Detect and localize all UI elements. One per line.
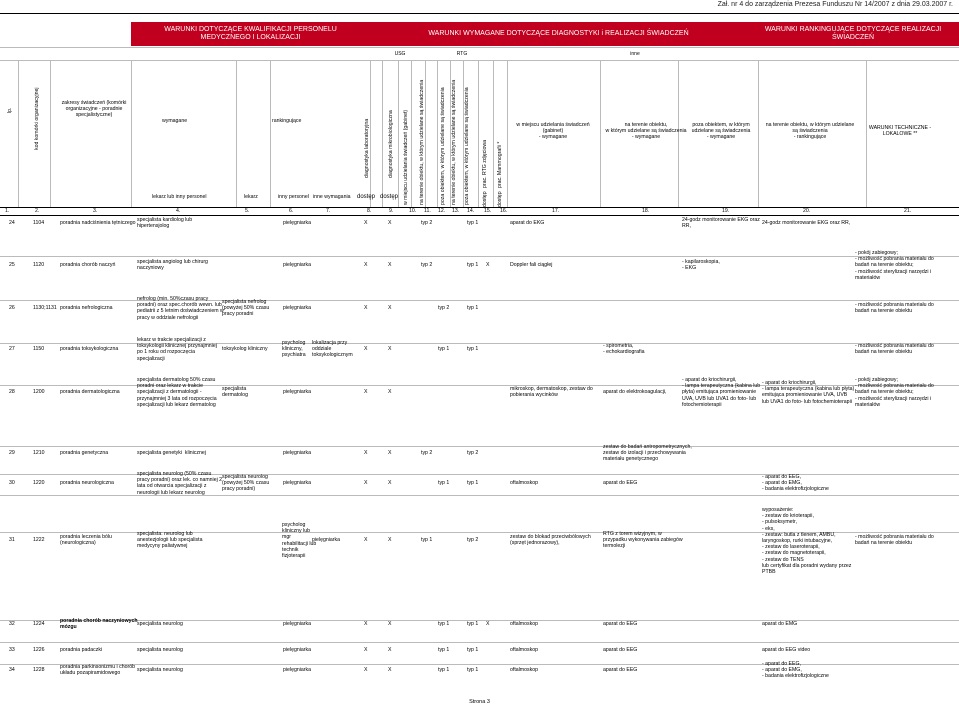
cell-zakres: poradnia nadciśnienia tętniczego (60, 220, 136, 226)
cell-usg3: typ 1 (467, 220, 479, 226)
cell-tech: - pokój zabiegowy; - możliwość pobrania materiału do badań na terenie obiektu; - możliwość sterylizacji narzędzi i materiałów (855, 250, 934, 281)
col-title-rtg1: na terenie obiektu, w którym udzielane są świadczenia (451, 79, 457, 205)
cell-usg3: typ 1 (467, 346, 479, 352)
cell-kod: 1120 (33, 262, 45, 268)
cell-lekarz: specjalista neurolog (137, 667, 183, 673)
column-number: 12. (438, 208, 446, 214)
cell-lp: 32 (9, 621, 15, 627)
cell-piel: pielęgniarka (283, 262, 311, 268)
cell-g: zestaw do blokad przeciwbólowych (sprzęt jednorazowy), (510, 534, 591, 547)
cell-tech: - możliwość pobrania materiału do badań na terenie obiektu (855, 534, 934, 547)
cell-lp: 30 (9, 480, 15, 486)
cell-lekarz: specjalista dermatolog 50% czasu poradni oraz lekarz w trakcie specjalizacji z dermatologii - przynajmniej 3 lata od rozpoczęcia specjalizacji lub lekarz dermatolog (137, 377, 217, 408)
cell-usg3: typ 1 (467, 621, 479, 627)
cell-g: oftalmoskop (510, 480, 538, 486)
cell-p: - kapilaroskopia, - EKG (682, 259, 720, 272)
col-title-inne-wymagania: inne wymagania (313, 194, 351, 200)
cell-usg3: typ 1 (467, 667, 479, 673)
cell-tech: - możliwość pobrania materiału do badań na terenie obiektu (855, 343, 934, 356)
column-number: 3. (93, 208, 98, 214)
cell-mikro: X (388, 346, 392, 352)
grid-line (18, 60, 19, 207)
cell-usg1: typ 2 (421, 262, 433, 268)
subheader-inne: inne (630, 51, 640, 57)
column-number: 18. (642, 208, 650, 214)
col-title-wymagane: wymagane (162, 118, 188, 124)
grid-line (270, 60, 271, 207)
cell-g: aparat do EKG (510, 220, 545, 226)
cell-usg2: typ 1 (438, 647, 450, 653)
cell-r: - aparat do kriochirurgii, - lampa terapeutyczna (kabina lub płyta) emitująca promieniowanie UVA, UVB lub UVA1 do foto- lub fotochemioterapii (762, 380, 855, 405)
cell-r: - aparat do EEG, - aparat do EMG, - badania elektrofizjologiczne (762, 474, 829, 493)
column-number: 11. (424, 208, 431, 214)
cell-kod: 1222 (33, 537, 45, 543)
column-number: 1. (5, 208, 10, 214)
row-separator (0, 446, 959, 447)
document-reference-note: Zał. nr 4 do zarządzenia Prezesa Funduszu Nr 14/2007 z dnia 29.03.2007 r. (717, 1, 953, 8)
cell-lekarz: specjalista: neurolog lub anestezjologii lub specjalista medycyny paliatywnej (137, 531, 203, 550)
column-number: 8. (367, 208, 372, 214)
cell-r: wyposażenie: - zestaw do krioterapii, - pulsoksymetr, - eks, - zestaw: butla z tlenem, AMBU, laryngoskop, rurki intubacyjne, - zestaw do laseroterapii, - zestaw do magnetoterapii, - zestaw do TENS lub certyfikat dla poradni wydany przez PTBB (762, 507, 852, 576)
cell-lab: X (364, 262, 368, 268)
cell-g: oftalmoskop (510, 647, 538, 653)
grid-line (236, 60, 237, 207)
cell-piel: pielęgniarka (283, 667, 311, 673)
cell-g: mikroskop, dermatoskop, zestaw do pobierania wycinków (510, 386, 593, 399)
cell-n: aparat do EEG (603, 647, 638, 653)
cell-lekarz: specjalista genetyki klinicznej (137, 450, 206, 456)
cell-lekarz: nefrolog (min. 50%czasu pracy poradni) oraz spec.chorób wewn. lub pediatrii z 5 letnim doświadczeniem w pracy w oddziale nefrologii (137, 296, 224, 321)
header-diagnostics: WARUNKI WYMAGANE DOTYCZĄCE DIAGNOSTYKI i REALIZACJI ŚWIADCZEŃ (370, 22, 747, 46)
col-title-dostep-rtg4: dostęp (497, 191, 503, 207)
header-ranking: WARUNKI RANKINGUJĄCE DOTYCZĄCE REALIZACJI ŚWIADCZEŃ (747, 22, 959, 46)
cell-lab: X (364, 220, 368, 226)
col-title-kod: kod komórki organizacyjnej (34, 87, 40, 150)
cell-usg1: typ 1 (421, 537, 433, 543)
cell-kod: 1104 (33, 220, 45, 226)
grid-line (370, 60, 371, 207)
header-personnel: WARUNKI DOTYCZĄCE KWALIFIKACJI PERSONELU MEDYCZNEGO I LOKALIZACJI (131, 22, 370, 46)
column-number: 2. (35, 208, 40, 214)
cell-g: Doppler fali ciągłej (510, 262, 553, 268)
cell-lp: 26 (9, 305, 15, 311)
cell-lekarz: specjalista neurolog (50% czasu pracy poradni) oraz lek. co namniej 2 lata od otwarcia specjalizacji z neurologii lub lekarz neurolog (137, 471, 223, 496)
cell-lp: 25 (9, 262, 15, 268)
cell-usg1: typ 2 (421, 450, 433, 456)
cell-zakres: poradnia dermatologiczna (60, 389, 120, 395)
cell-lekarz: specjalista neurolog (137, 621, 183, 627)
cell-mikro: X (388, 220, 392, 226)
col-title-inne3: poza obiektem, w którym udzielane są świadczenia - wymagane (691, 122, 751, 141)
col-title-lp: lp. (7, 107, 13, 113)
cell-piel: pielęgniarka (283, 305, 311, 311)
cell-usg3: typ 1 (467, 480, 479, 486)
column-number: 10. (409, 208, 417, 214)
col-title-dostep-lab: dostęp (357, 194, 376, 200)
column-number: 16. (500, 208, 508, 214)
row-separator (0, 642, 959, 643)
column-number: 4. (176, 208, 181, 214)
cell-kod: 1200 (33, 389, 45, 395)
cell-zakres: poradnia genetyczna (60, 450, 109, 456)
cell-lab: X (364, 621, 368, 627)
column-number: 15. (484, 208, 492, 214)
cell-usg1: typ 2 (421, 220, 433, 226)
subheader-usg: USG (394, 51, 406, 57)
cell-lek-rank: toksykolog kliniczny (222, 346, 268, 352)
cell-zakres: poradnia chorób naczyniowych mózgu (60, 618, 138, 631)
cell-r: aparat do EMG (762, 621, 798, 627)
cell-r: aparat do EEG video (762, 647, 811, 653)
cell-lp: 33 (9, 647, 15, 653)
cell-usg2: typ 1 (438, 346, 450, 352)
cell-usg3: typ 2 (467, 450, 479, 456)
cell-usg2: typ 2 (438, 305, 450, 311)
cell-zakres: poradnia parkinsonizmu i chorób układu pozapiramidowego (60, 664, 135, 677)
cell-n: - spirometria, - echokardiografia (603, 343, 645, 356)
cell-lek-rank: specjalista neurolog (powyżej 50% czasu pracy poradni) (222, 474, 270, 493)
cell-lab: X (364, 346, 368, 352)
cell-n: aparat do EEG (603, 480, 638, 486)
cell-piel: pielęgniarka (283, 220, 311, 226)
cell-piel: pielęgniarka (283, 647, 311, 653)
page-number: Strona 3 (469, 699, 490, 705)
grid-line (0, 47, 959, 48)
cell-lek-rank: specjalista nefrolog (powyżej 50% czasu pracy poradni (222, 299, 270, 318)
column-number: 6. (289, 208, 294, 214)
cell-piel: pielęgniarka (283, 480, 311, 486)
grid-line (0, 60, 959, 61)
cell-piel: pielęgniarka (283, 621, 311, 627)
cell-lp: 27 (9, 346, 15, 352)
grid-line (478, 60, 479, 207)
cell-lp: 29 (9, 450, 15, 456)
column-number: 7. (326, 208, 331, 214)
col-title-lab: diagnostyka laboratoryjna (364, 118, 370, 178)
cell-inny-rank: psycholog kliniczny lub mgr rehabilitacji lub technik fizjoterapii (282, 522, 317, 560)
cell-usg3: typ 1 (467, 647, 479, 653)
grid-line (131, 60, 132, 207)
col-title-lekarz: lekarz (244, 194, 258, 200)
subheader-rtg: RTG (456, 51, 468, 57)
cell-mikro: X (388, 480, 392, 486)
cell-lekarz: specjalista angiolog lub chirurg naczyniowy (137, 259, 208, 272)
cell-lab: X (364, 537, 368, 543)
col-title-zakres: zakresy świadczeń (komórki organizacyjne - poradnie specjalistyczne) (61, 100, 127, 119)
col-title-lekarz-inny: lekarz lub inny personel (152, 194, 207, 200)
cell-zakres: poradnia leczenia bólu (neurologiczna) (60, 534, 112, 547)
cell-kod: 1130;1131 (33, 305, 57, 311)
grid-line (437, 60, 438, 207)
cell-usg2: typ 1 (438, 621, 450, 627)
cell-lp: 24 (9, 220, 15, 226)
grid-line (50, 60, 51, 207)
col-title-rtg4: prac. Mammografii * (497, 141, 503, 188)
column-number: 19. (722, 208, 730, 214)
column-number: 20. (803, 208, 811, 214)
cell-zakres: poradnia nefrologiczna (60, 305, 113, 311)
cell-lab: X (364, 667, 368, 673)
cell-lekarz: lekarz w trakcie specjalizacji z toksykologii klinicznej przynajmniej po 1 roku od rozpoczęcia specjalizacji (137, 337, 217, 362)
cell-kod: 1150 (33, 346, 45, 352)
cell-mikro: X (388, 305, 392, 311)
col-title-mikro: diagnostyka mikrobiologiczna (388, 110, 394, 178)
cell-n: aparat do elektrokoagulacji, (603, 389, 667, 395)
grid-line (382, 60, 383, 207)
cell-zakres: poradnia chorób naczyń (60, 262, 116, 268)
cell-mikro: X (388, 667, 392, 673)
grid-line (398, 60, 399, 207)
grid-line (425, 60, 426, 207)
col-title-rankingujace: rankingujące (272, 118, 302, 124)
cell-usg3: typ 1 (467, 262, 479, 268)
cell-p: - aparat do kriochirurgii, - lampa terapeutyczna (kabina lub płyta) emitująca promieniowanie UVA, UVB lub UVA1 do foto- lub fotochemioterapii (682, 377, 761, 408)
cell-mikro: X (388, 450, 392, 456)
grid-line (0, 215, 959, 216)
cell-usg2: typ 1 (438, 480, 450, 486)
cell-kod: 1228 (33, 667, 45, 673)
cell-n: zestaw do badań antropometrycznych, zestaw do izolacji i przechowywania materiału genetycznego (603, 444, 692, 463)
cell-lab: X (364, 647, 368, 653)
cell-mikro: X (388, 389, 392, 395)
cell-inny-rank: psycholog kliniczny, psychiatra (282, 340, 306, 359)
cell-tech: - pokój zabiegowy; - możliwość pobrania materiału do badań na terenie obiektu; - możliwość sterylizacji narzędzi i materiałów (855, 377, 934, 408)
cell-g: oftalmoskop (510, 667, 538, 673)
cell-lab: X (364, 480, 368, 486)
grid-line (0, 207, 959, 208)
col-title-inne2: na terenie obiektu, w którym udzielane są świadczenia - wymagane (605, 122, 687, 141)
cell-usg3: typ 1 (467, 305, 479, 311)
col-title-techniczne: WARUNKI TECHNICZNE - LOKALOWE ** (868, 125, 932, 138)
cell-piel: pielęgniarka (283, 389, 311, 395)
cell-lekarz: specjalista kardiolog lub hipertensjolog (137, 217, 193, 230)
cell-zakres: poradnia padaczki (60, 647, 103, 653)
cell-rtg: X (486, 262, 490, 268)
cell-lp: 28 (9, 389, 15, 395)
cell-mikro: X (388, 621, 392, 627)
cell-zakres: poradnia toksykologiczna (60, 346, 119, 352)
cell-zakres: poradnia neurologiczna (60, 480, 114, 486)
cell-kod: 1224 (33, 621, 45, 627)
grid-line (0, 13, 959, 14)
col-title-usg1: w miejscu udzielania świadczeń (gabinet) (403, 109, 409, 205)
cell-piel: pielęgniarka (283, 450, 311, 456)
cell-n: aparat do EEG (603, 621, 638, 627)
cell-lekarz: specjalista neurolog (137, 647, 183, 653)
col-title-usg2: na terenie obiektu, w którym udzielane są świadczenia (419, 79, 425, 205)
column-number: 5. (245, 208, 250, 214)
cell-kod: 1226 (33, 647, 45, 653)
cell-r: 24-godz monitorowanie EKG oraz RR, (762, 220, 851, 226)
col-title-rtg2: poza obiektem, w którym udzielane są świadczenia (464, 87, 470, 205)
cell-lab: X (364, 389, 368, 395)
cell-tech: - możliwość pobrania materiału do badań na terenie obiektu (855, 302, 934, 315)
cell-rtg: X (486, 621, 490, 627)
column-number: 9. (389, 208, 394, 214)
grid-line (493, 60, 494, 207)
cell-r: - aparat do EEG, - aparat do EMG, - badania elektrofizjologiczne (762, 661, 829, 680)
cell-kod: 1210 (33, 450, 45, 456)
col-title-usg3: poza obiektem, w którym udzielane są świadczenia (440, 87, 446, 205)
cell-n: RTG z torem wizyjnym, w przypadku wykonywania zabiegów termolezji (603, 531, 683, 550)
col-title-inne1: w miejscu udzielania świadczeń (gabinet) - wymagane (516, 122, 590, 141)
cell-kod: 1220 (33, 480, 45, 486)
cell-mikro: X (388, 647, 392, 653)
cell-piel: lokalizacja przy oddziale toksykologicznym (312, 340, 353, 359)
col-title-inne4: na terenie obiektu, w którym udzielane są świadczenia - rankingujące (765, 122, 855, 141)
grid-line (411, 60, 412, 207)
column-number: 17. (552, 208, 560, 214)
col-title-inny-personel: inny personel (278, 194, 309, 200)
cell-usg2: typ 1 (438, 667, 450, 673)
row-separator (0, 256, 959, 257)
cell-p: 24-godz monitorowanie EKG oraz RR, (682, 217, 760, 230)
column-number: 13. (452, 208, 460, 214)
cell-lp: 34 (9, 667, 15, 673)
cell-mikro: X (388, 537, 392, 543)
column-number: 14. (467, 208, 475, 214)
cell-mikro: X (388, 262, 392, 268)
cell-lp: 31 (9, 537, 15, 543)
column-number: 21. (904, 208, 912, 214)
col-title-rtg3: prac. RTG zdjęciowa (482, 139, 488, 188)
cell-lek-rank: specjalista dermatolog (222, 386, 248, 399)
cell-lab: X (364, 450, 368, 456)
cell-usg3: typ 2 (467, 537, 479, 543)
col-title-dostep-mikro: dostęp (380, 194, 399, 200)
col-title-dostep-rtg3: dostęp (482, 191, 488, 207)
cell-g: oftalmoskop (510, 621, 538, 627)
cell-lab: X (364, 305, 368, 311)
cell-n: aparat do EEG (603, 667, 638, 673)
cell-piel: pielęgniarka (312, 537, 340, 543)
